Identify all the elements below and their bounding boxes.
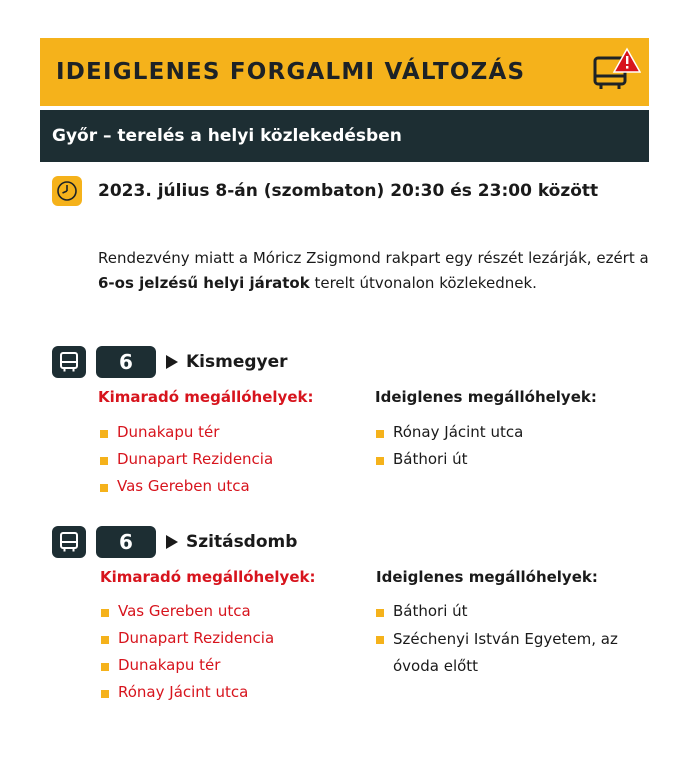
list-item (101, 602, 274, 629)
arrow-right-icon (166, 535, 178, 549)
stop-name: Széchenyi István Egyetem, az óvoda előtt (393, 630, 618, 675)
route-destination: Kismegyer (186, 352, 288, 372)
arrow-right-icon (166, 355, 178, 369)
stop-name: Dunapart Rezidencia (117, 450, 274, 468)
list-item (100, 450, 273, 477)
stop-name: Dunapart Rezidencia (118, 629, 275, 647)
description-part1: Rendezvény miatt a Móricz Zsigmond rakpart egy részét lezárják, ezért a (98, 249, 649, 267)
bus-warning-icon (591, 46, 641, 96)
bus-icon (52, 346, 86, 378)
description-part2: terelt útvonalon közlekednek. (309, 274, 537, 292)
date-text: 2023. július 8-án (szombaton) 20:30 és 23:00 között (98, 181, 599, 201)
bus-icon (52, 526, 86, 558)
list-item (100, 477, 273, 504)
header-banner (40, 38, 649, 106)
list-item (100, 423, 273, 450)
route-header-2 (52, 526, 297, 558)
date-row (52, 176, 598, 206)
description-bold: 6-os jelzésű helyi járatok (98, 274, 310, 292)
subtitle: Győr – terelés a helyi közlekedésben (52, 126, 402, 146)
list-item (101, 656, 274, 683)
stop-name: Vas Gereben utca (117, 477, 250, 495)
temporary-stops-heading: Ideiglenes megállóhelyek: (376, 568, 598, 586)
list-item (376, 450, 523, 477)
list-item (101, 629, 274, 656)
omitted-stops-list (100, 423, 273, 504)
subtitle-bar (40, 110, 649, 162)
line-number-badge: 6 (96, 346, 156, 378)
temporary-stops-list (376, 602, 626, 680)
page-title: IDEIGLENES FORGALMI VÁLTOZÁS (56, 59, 526, 85)
stop-name: Dunakapu tér (118, 656, 221, 674)
stop-name: Rónay Jácint utca (393, 423, 524, 441)
list-item (101, 683, 274, 710)
omitted-stops-list (101, 602, 274, 710)
list-item (376, 602, 626, 629)
clock-icon (52, 176, 82, 206)
omitted-stops-heading: Kimaradó megállóhelyek: (98, 388, 314, 406)
line-number-badge: 6 (96, 526, 156, 558)
temporary-stops-heading: Ideiglenes megállóhelyek: (375, 388, 597, 406)
stop-name: Vas Gereben utca (118, 602, 251, 620)
route-header-1 (52, 346, 288, 378)
temporary-stops-list (376, 423, 523, 477)
stop-name: Báthori út (393, 450, 468, 468)
omitted-stops-heading: Kimaradó megállóhelyek: (100, 568, 316, 586)
route-destination: Szitásdomb (186, 532, 298, 552)
list-item (376, 626, 626, 680)
list-item (376, 423, 523, 450)
description (98, 246, 658, 296)
stop-name: Báthori út (393, 602, 468, 620)
stop-name: Dunakapu tér (117, 423, 220, 441)
stop-name: Rónay Jácint utca (118, 683, 249, 701)
